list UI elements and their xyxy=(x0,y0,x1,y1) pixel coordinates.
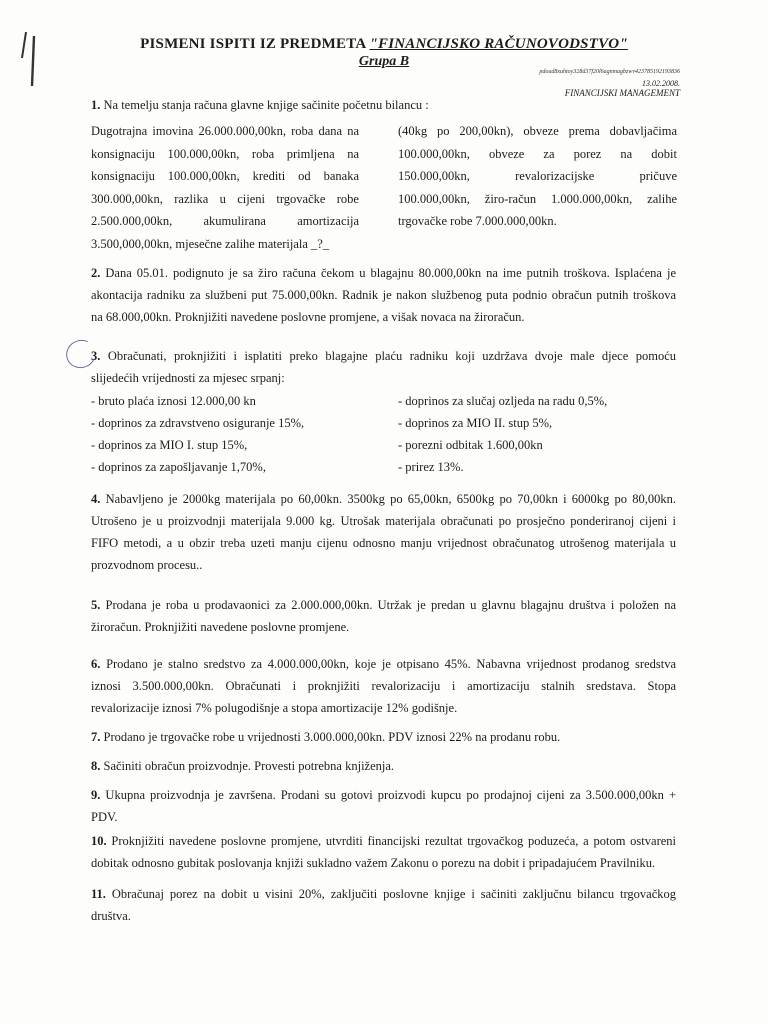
text-line: prozvodnom procesu.. xyxy=(91,558,203,572)
task-2: 2. Dana 05.01. podignuto je sa žiro računa čekom u blagajnu 80.000,00kn na ime putnih troškova. Isplaćena je akontacija radniku za službeni put 75.000,00kn. Radnik je nakon službenog puta podnio obračun putnih troškova na 68.000,00kn. Proknjižiti navedene poslovne promjene, a višak novaca na žiroračun. xyxy=(91,262,676,328)
text-line: na 68.000,00kn. Proknjižiti navedene poslovne promjene, a višak novaca na žiroračun. xyxy=(91,310,525,324)
text-line: PDV. xyxy=(91,810,118,824)
text-line: iznosi 3.500.000,00kn. Obračunati i proknjižiti revalorizaciju i amortizaciju stalnih sredstava. Stopa xyxy=(91,679,676,693)
text-line: trgovačke robe 7.000.000,00kn. xyxy=(398,214,557,228)
text-line: FIFO metodi, a u obzir treba uzeti manju cijenu odnosno manju vrijednost obračunatog utrošenog materijala u xyxy=(91,536,676,550)
exam-group: Grupa B xyxy=(358,54,410,69)
text-line: 3.500,000,00kn, mjesečne zalihe materijala _?_ xyxy=(91,236,330,251)
title-prefix: PISMENI ISPITI IZ PREDMETA xyxy=(140,36,370,52)
task-number: 1. xyxy=(91,98,101,112)
course-name: FINANCIJSKI MANAGEMENT xyxy=(564,88,680,98)
text-line: 150.000,00kn, revalorizacijske pričuve xyxy=(398,169,677,183)
text-line: 100.000,00kn, obveze za porez na dobit xyxy=(398,146,677,161)
list-item: - porezni odbitak 1.600,00kn xyxy=(398,438,543,452)
task-11: 11. Obračunaj porez na dobit u visini 20%, zaključiti poslovne knjige i sačiniti zaključnu bilancu trgovačkog društva. xyxy=(91,883,676,927)
task-number: 6. xyxy=(91,657,101,671)
list-item: - doprinos za MIO I. stup 15%, xyxy=(91,438,248,452)
task-3-left-items xyxy=(91,390,304,478)
text-line: 300.000,00kn, razlika u cijeni trgovačke robe xyxy=(91,191,359,206)
task-6: 6. Prodano je stalno sredstvo za 4.000.000,00kn, koje je otpisano 45%. Nabavna vrijednost prodanog sredstva iznosi 3.500.000,00kn. Obračunati i proknjižiti revalorizaciju i amortizaciju stalnih sredstava. Stopa revalorizacije iznosi 7% polugodišnje a stopa amortizacije 12% godišnje. xyxy=(91,653,676,719)
list-item: - doprinos za zapošljavanje 1,70%, xyxy=(91,460,266,474)
task-number: 10. xyxy=(91,834,107,848)
task-4: 4. Nabavljeno je 2000kg materijala po 60,00kn. 3500kg po 65,00kn, 6500kg po 70,00kn i 6000kg po 80,00kn. Utrošeno je u proizvodnji materijala 9.000 kg. Utrošak materijala obračunati po prosječno ponderiranoj cijeni i FIFO metodi, a u obzir treba uzeti manju cijenu odnosno manju vrijednost obračunatog utrošenog materijala u prozvodnom procesu.. xyxy=(91,488,676,576)
task-10: 10. Proknjižiti navedene poslovne promjene, utvrditi financijski rezultat trgovačkog poduzeća, a potom ostvareni dobitak odnosno gubitak poslovanja knjiži sukladno važem Zakonu o porezu na dobit i pripadajućem Pravilniku. xyxy=(91,830,676,874)
text-line: slijedećih vrijednosti za mjesec srpanj: xyxy=(91,371,285,385)
task-number: 7. xyxy=(91,730,101,744)
text-line: revalorizacije iznosi 7% polugodišnje a stopa amortizacije 12% godišnje. xyxy=(91,701,458,715)
document-title xyxy=(0,36,768,53)
text-line: Utrošeno je u proizvodnji materijala 9.000 kg. Utrošak materijala obračunati po prosječno ponderiranoj cijeni i xyxy=(91,514,676,528)
text-line: dobitak odnosno gubitak poslovanja knjiži sukladno važem Zakonu o porezu na dobit i pripadajućem Pravilniku. xyxy=(91,856,656,870)
task-5: 5. Prodana je roba u prodavaonici za 2.000.000,00kn. Utržak je predan u glavnu blagajnu društva i položen na žiroračun. Proknjižiti navedene poslovne promjene. xyxy=(91,594,676,638)
text-line: 100.000,00kn, žiro-račun 1.000.000,00kn, zalihe xyxy=(398,191,677,206)
text-line: 2.500.000,00kn, akumulirana amortizacija xyxy=(91,214,359,228)
task-1-left-column xyxy=(91,120,359,255)
text-line: konsignaciju 100.000,00kn, roba primljena na xyxy=(91,146,359,161)
title-subject: "FINANCIJSKO RAČUNOVODSTVO" xyxy=(369,36,628,52)
text-line: žiroračun. Proknjižiti navedene poslovne promjene. xyxy=(91,620,350,634)
task-9: 9. Ukupna proizvodnja je završena. Prodani su gotovi proizvodi kupcu po prodajnoj cijeni za 3.500.000,00kn + PDV. xyxy=(91,784,676,828)
list-item: - doprinos za slučaj ozljeda na radu 0,5%, xyxy=(398,394,608,408)
task-1-right-column xyxy=(398,120,677,233)
list-item: - doprinos za MIO II. stup 5%, xyxy=(398,416,553,430)
task-number: 9. xyxy=(91,788,101,802)
list-item: - bruto plaća iznosi 12.000,00 kn xyxy=(91,394,256,408)
exam-date: 13.02.2008. xyxy=(642,79,680,88)
task-number: 4. xyxy=(91,492,101,506)
text-line: Dugotrajna imovina 26.000.000,00kn, roba dana na xyxy=(91,124,359,138)
list-item: - prirez 13%. xyxy=(398,460,464,474)
text-line: društva. xyxy=(91,909,131,923)
text-line: (40kg po 200,00kn), obveze prema dobavljačima xyxy=(398,124,677,138)
text-line: konsignaciju 100.000,00kn, krediti od banaka xyxy=(91,169,359,183)
task-number: 3. xyxy=(91,349,101,363)
task-7: 7. Prodano je trgovačke robe u vrijednosti 3.000.000,00kn. PDV iznosi 22% na prodanu robu. xyxy=(91,730,561,744)
text-line: akontacija radniku za službeni put 75.000,00kn. Radnik je nakon službenog puta podnio obračun putnih troškova xyxy=(91,288,676,302)
task-3: 3. Obračunati, proknjižiti i isplatiti preko blagajne plaću radniku koji uzdržava dvoje male djece pomoću slijedećih vrijednosti za mjesec srpanj: xyxy=(91,345,676,389)
list-item: - doprinos za zdravstveno osiguranje 15%, xyxy=(91,416,305,430)
document-code: pdoud8xuhtoy328d37f20l6agnmagbzwv423785192193836 xyxy=(539,69,680,75)
task-number: 5. xyxy=(91,598,101,612)
task-number: 11. xyxy=(91,887,106,901)
task-number: 2. xyxy=(91,266,101,280)
task-3-right-items xyxy=(398,390,607,478)
task-1-intro: 1. Na temelju stanja računa glavne knjige sačinite početnu bilancu : xyxy=(91,98,429,112)
task-8: 8. Sačiniti obračun proizvodnje. Provesti potrebna knjiženja. xyxy=(91,759,395,773)
task-number: 8. xyxy=(91,759,101,773)
